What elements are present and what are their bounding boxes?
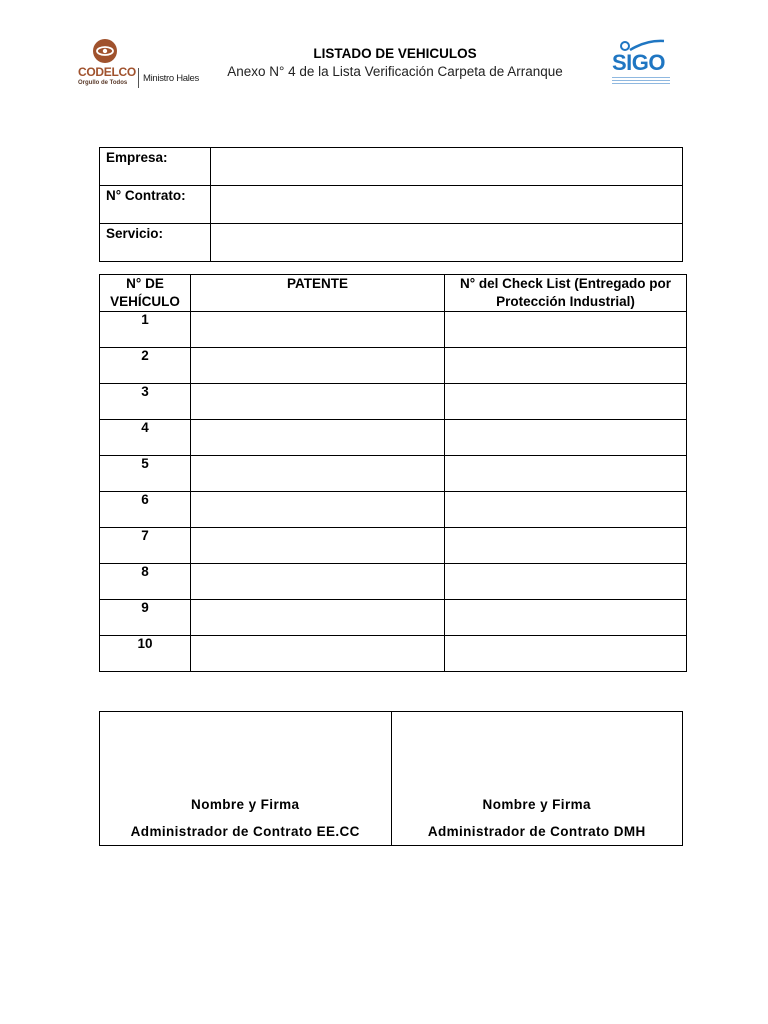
codelco-brand: CODELCO [78,65,136,79]
vehicle-number: 9 [100,600,191,636]
table-row [100,312,687,348]
signature-role-label: Administrador de Contrato DMH [427,824,646,839]
table-row [100,712,683,846]
codelco-icon [92,38,118,64]
checklist-field[interactable] [445,420,687,456]
table-row [100,348,687,384]
checklist-field[interactable] [445,312,687,348]
contrato-label: N° Contrato: [100,186,211,224]
patente-field[interactable] [191,348,445,384]
table-row [100,186,683,224]
patente-field[interactable] [191,384,445,420]
page-title: LISTADO DE VEHICULOS [313,46,477,61]
table-row [100,420,687,456]
empresa-field[interactable] [211,148,683,186]
servicio-field[interactable] [211,224,683,262]
checklist-field[interactable] [445,600,687,636]
column-header-vehicle-number: N° DE VEHÍCULO [100,275,191,312]
division-name: Ministro Hales [143,73,199,84]
signature-table [99,711,683,846]
vehicle-number: 10 [100,636,191,672]
table-row [100,636,687,672]
vehicle-number: 2 [100,348,191,384]
table-row [100,384,687,420]
table-row [100,564,687,600]
vehicle-number: 4 [100,420,191,456]
table-row [100,528,687,564]
checklist-field[interactable] [445,528,687,564]
column-header-checklist: N° del Check List (Entregado por Protección Industrial) [445,275,687,312]
patente-field[interactable] [191,456,445,492]
logo-divider [138,68,139,88]
vehicle-number: 8 [100,564,191,600]
codelco-tagline: Orgullo de Todos [78,80,128,86]
checklist-field[interactable] [445,636,687,672]
table-row [100,456,687,492]
empresa-label: Empresa: [100,148,211,186]
checklist-field[interactable] [445,348,687,384]
sigo-logo [606,38,670,86]
signature-name-label: Nombre y Firma [482,797,591,812]
table-row [100,600,687,636]
vehicle-number: 3 [100,384,191,420]
patente-field[interactable] [191,312,445,348]
checklist-field[interactable] [445,564,687,600]
table-header-row [100,275,687,312]
table-row [100,224,683,262]
table-row [100,148,683,186]
checklist-field[interactable] [445,456,687,492]
checklist-field[interactable] [445,384,687,420]
servicio-label: Servicio: [100,224,211,262]
patente-field[interactable] [191,492,445,528]
codelco-logo [78,38,198,92]
patente-field[interactable] [191,528,445,564]
signature-box-eecc[interactable] [100,712,392,846]
vehicle-number: 5 [100,456,191,492]
vehicle-number: 1 [100,312,191,348]
vehicle-table [99,274,687,672]
contrato-field[interactable] [211,186,683,224]
sigo-subtitle-lines [612,76,670,84]
company-info-table [99,147,683,262]
patente-field[interactable] [191,636,445,672]
checklist-field[interactable] [445,492,687,528]
patente-field[interactable] [191,600,445,636]
column-header-patente: PATENTE [191,275,445,312]
signature-box-dmh[interactable] [391,712,683,846]
table-row [100,492,687,528]
signature-role-label: Administrador de Contrato EE.CC [130,824,360,839]
signature-name-label: Nombre y Firma [191,797,300,812]
sigo-brand: SIGO [612,50,666,75]
patente-field[interactable] [191,420,445,456]
page-subtitle: Anexo N° 4 de la Lista Verificación Carpeta de Arranque [227,64,563,79]
patente-field[interactable] [191,564,445,600]
vehicle-number: 6 [100,492,191,528]
vehicle-number: 7 [100,528,191,564]
